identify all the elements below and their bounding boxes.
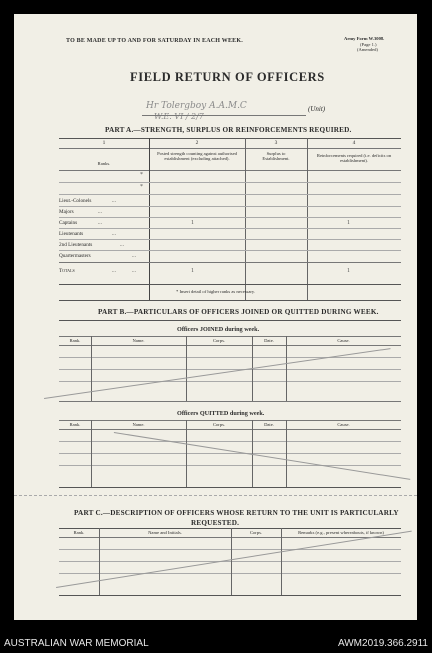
- row-rule: [59, 573, 401, 574]
- part-a-top-rule: [59, 138, 401, 139]
- col-number-1: 1: [102, 140, 106, 146]
- joined-heading: Officers JOINED during week.: [177, 326, 260, 333]
- quitted-col-date: Date.: [264, 422, 274, 427]
- col-divider-1: [149, 138, 150, 300]
- totals-posted-value: 1: [191, 268, 194, 274]
- row-rule: [59, 239, 401, 240]
- col-number-4: 4: [352, 140, 356, 146]
- row-rule: [59, 595, 401, 596]
- form-number: Army Form W.3008.: [344, 36, 385, 41]
- part-c-col-name: Name and Initials.: [148, 530, 182, 535]
- part-c-strikethrough: [56, 531, 412, 588]
- row-rule: [59, 250, 401, 251]
- rank-lieut-colonels: Lieut.-Colonels: [59, 198, 92, 204]
- row-rule: [59, 345, 401, 346]
- col-divider-3: [307, 138, 308, 300]
- header-rule: [59, 170, 401, 171]
- document-page: [14, 14, 417, 620]
- quitted-rule: [59, 420, 401, 421]
- col-header-ranks: Ranks.: [97, 161, 111, 166]
- col-header-reinforcements: Reinforcements required (i.e. deficits on establishment).: [316, 153, 392, 164]
- row-rule: [59, 453, 401, 454]
- part-c-heading-line1: PART C.—DESCRIPTION OF OFFICERS WHOSE RETURN TO THE UNIT IS PARTICULARLY: [74, 509, 399, 517]
- dots: ...: [98, 209, 102, 215]
- row-rule: [59, 357, 401, 358]
- row-rule: [59, 465, 401, 466]
- part-b-top-rule: [59, 320, 401, 321]
- joined-col-name: Name.: [132, 338, 145, 343]
- part-c-col-corps: Corps.: [249, 530, 263, 535]
- unit-handwriting-line2: W.E. VI / 2/7: [154, 112, 204, 121]
- dots: ...: [132, 268, 136, 274]
- rank-lieutenants: Lieutenants: [59, 231, 84, 237]
- row-rule: [59, 549, 401, 550]
- rank-captains: Captains: [59, 220, 78, 226]
- row-rule: [59, 217, 401, 218]
- page-title: FIELD RETURN OF OFFICERS: [130, 70, 325, 84]
- row-rule: [59, 401, 401, 402]
- dots: ...: [120, 242, 124, 248]
- col-header-surplus: Surplus to Establishment.: [262, 151, 290, 162]
- footer-reference: AWM2019.366.2911: [337, 638, 428, 649]
- row-rule: [59, 182, 401, 183]
- quitted-col-corps: Corps.: [212, 422, 226, 427]
- col-divider: [286, 336, 287, 401]
- asterisk-1: *: [140, 172, 143, 178]
- part-b-heading: PART B.—PARTICULARS OF OFFICERS JOINED OR QUITTED DURING WEEK.: [98, 308, 379, 316]
- totals-label: Totals: [59, 268, 75, 274]
- joined-col-corps: Corps.: [212, 338, 226, 343]
- quitted-heading: Officers QUITTED during week.: [177, 410, 265, 417]
- row-rule: [59, 381, 401, 382]
- row-rule: [59, 561, 401, 562]
- row-rule: [59, 537, 401, 538]
- rank-2nd-lieutenants: 2nd Lieutenants: [59, 242, 93, 248]
- totals-rule: [59, 284, 401, 285]
- col-number-2: 2: [195, 140, 199, 146]
- captains-reinforcements-value: 1: [347, 220, 350, 226]
- row-rule: [59, 429, 401, 430]
- form-amended: (Amended): [357, 47, 378, 52]
- part-c-heading-line2: REQUESTED.: [191, 519, 240, 527]
- row-rule: [59, 194, 401, 195]
- part-a-heading: PART A.—STRENGTH, SURPLUS OR REINFORCEMENTS REQUIRED.: [105, 126, 352, 134]
- row-rule: [59, 206, 401, 207]
- rank-majors: Majors: [59, 209, 74, 215]
- row-rule: [59, 487, 401, 488]
- dots: ...: [112, 268, 116, 274]
- dots: ...: [98, 220, 102, 226]
- col-divider: [281, 528, 282, 595]
- col-divider: [231, 528, 232, 595]
- joined-col-rank: Rank.: [69, 338, 81, 343]
- fold-line: [14, 495, 417, 496]
- form-page: (Page 1.): [360, 42, 377, 47]
- colnum-rule: [59, 148, 401, 149]
- joined-strikethrough: [44, 348, 391, 399]
- unit-underline: [142, 115, 306, 116]
- header-instruction: TO BE MADE UP TO AND FOR SATURDAY IN EACH WEEK.: [66, 38, 243, 44]
- row-rule: [59, 369, 401, 370]
- quitted-strikethrough: [114, 432, 410, 480]
- joined-col-date: Date.: [264, 338, 274, 343]
- asterisk-2: *: [140, 184, 143, 190]
- part-c-col-remarks: Remarks (e.g., present whereabouts, if known): [298, 530, 384, 535]
- row-rule: [59, 228, 401, 229]
- joined-rule: [59, 336, 401, 337]
- col-number-3: 3: [274, 140, 278, 146]
- col-divider: [186, 336, 187, 401]
- col-divider: [91, 420, 92, 487]
- quitted-col-name: Name.: [132, 422, 145, 427]
- part-c-col-rank: Rank.: [73, 530, 85, 535]
- dots: ...: [112, 198, 116, 204]
- joined-col-cause: Cause.: [337, 338, 350, 343]
- row-rule: [59, 441, 401, 442]
- part-a-footnote: * Insert detail of higher ranks as necessary.: [176, 289, 256, 294]
- rank-quartermasters: Quartermasters: [59, 253, 91, 259]
- dots: ...: [132, 253, 136, 259]
- dots: ...: [112, 231, 116, 237]
- col-divider-2: [245, 138, 246, 300]
- totals-reinforcements-value: 1: [347, 268, 350, 274]
- col-divider: [186, 420, 187, 487]
- part-c-top-rule: [59, 528, 401, 529]
- col-header-posted: Posted strength counting against authorised establishment (excluding attached).: [157, 151, 237, 162]
- col-divider: [286, 420, 287, 487]
- row-rule: [59, 262, 401, 263]
- part-a-bottom-rule: [59, 300, 401, 301]
- footer-source: AUSTRALIAN WAR MEMORIAL: [4, 638, 149, 649]
- quitted-col-cause: Cause.: [337, 422, 350, 427]
- archive-footer: [0, 632, 432, 653]
- unit-label: (Unit): [308, 105, 326, 113]
- col-divider: [99, 528, 100, 595]
- captains-posted-value: 1: [191, 220, 194, 226]
- quitted-col-rank: Rank.: [69, 422, 81, 427]
- unit-handwriting-line1: Hr Tolergboy A.A.M.C: [146, 101, 247, 111]
